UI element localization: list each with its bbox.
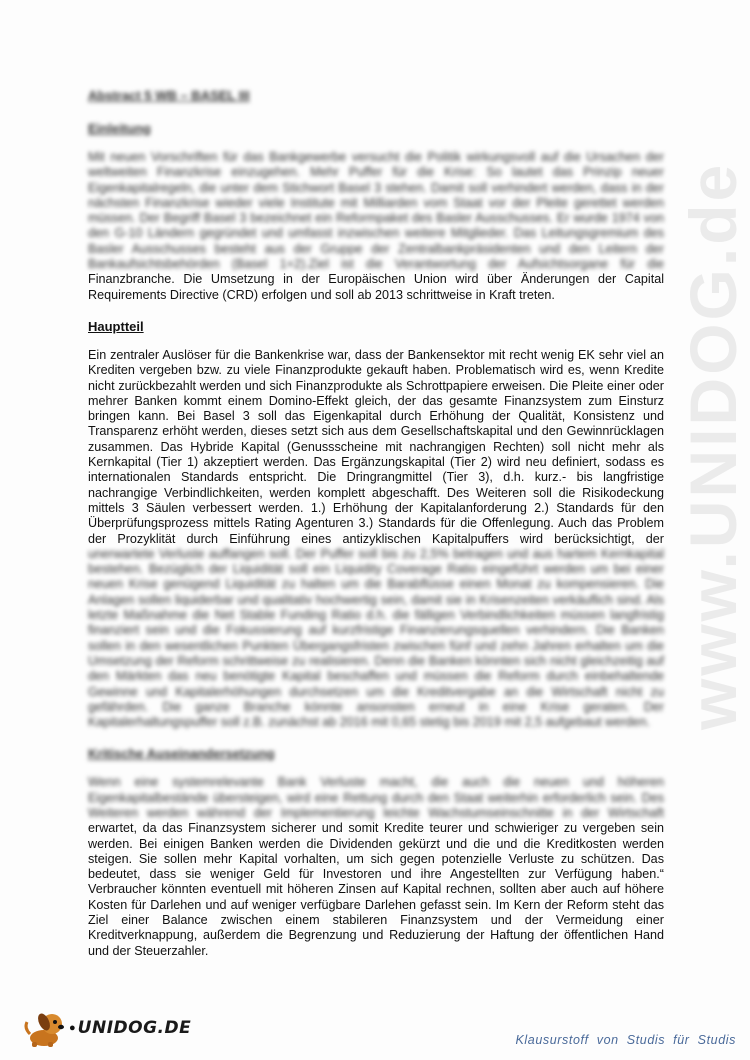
- critical-paragraph: [88, 775, 664, 959]
- intro-clear-text: Finanzbranche. Die Umsetzung in der Europäischen Union wird über Änderungen der Capital Requirements Directive (CRD) erfolgen und soll ab 2013 schrittweise in Kraft treten.: [88, 272, 664, 302]
- main-blurred-text: unerwartete Verluste auffangen soll. Der Puffer soll bis zu 2,5% betragen und aus hartem Kernkapital bestehen. Bezüglich der Liquidität soll ein Liquidity Coverage Ratio eingeführt werden um bei einer neuen Krise genügend Liquidität zu halten um die Barabflüsse einen Monat zu kompensieren. Die Anlagen sollen liquiderbar und qualitativ hochwertig sein, damit sie in Krisenzeiten verkäuflich sind. Als letzte Maßnahme die Net Stable Funding Ratio d.h. die fälligen Verbindlichkeiten müssen langfristig finanziert sein und die Fokussierung auf kurzfristige Finanzierungsquellen verhindern. Die Banken sollen in den wesentlichen Punkten Übergangsfristen zwischen fünf und zehn Jahren erhalten um die Umsetzung der Reform schrittweise zu realisieren. Denn die Banken könnten sich nicht gleichzeitig auf den Märkten das neu benötigte Kapital beschaffen und müssen die Reform durch einbehaltende Gewinne und Kapitalerhöhungen durchsetzen um die Kreditvergabe an die Wirtschaft nicht zu gefährden. Die ganze Branche könnte ansonsten erneut in eine Krise geraten. Der Kapitalerhaltungspuffer soll z.B. zunächst ab 2016 mit 0,65 stetig bis 2019 mit 2,5 aufgebaut werden.: [88, 546, 664, 730]
- paw-icon: ●: [69, 1022, 76, 1034]
- dog-mascot-icon: [22, 1008, 68, 1048]
- critical-blurred-text: Wenn eine systemrelevante Bank Verluste macht, die auch die neuen und höheren Eigenkapitalbestände übersteigen, wird eine Rettung durch den Staat weiterhin erforderlich sein. Des Weiteren werden während der Implementierung leichte Wachstumseinschnitte in der Wirtschaft: [88, 775, 664, 820]
- intro-paragraph: [88, 150, 664, 303]
- critical-heading: Kritische Auseinandersetzung: [88, 746, 275, 762]
- main-heading: Hauptteil: [88, 318, 144, 334]
- main-clear-text: Ein zentraler Auslöser für die Bankenkrise war, dass der Bankensektor mit recht wenig EK sehr viel an Krediten vergeben bzw. zu viele Finanzprodukte gekauft haben. Problematisch wird es, wenn Kredite nicht zurückbezahlt werden und sich Finanzprodukte als Schrottpapiere erweisen. Die Pleite einer oder mehrer Banken kommt einem Domino-Effekt gleich, der das gesamte Finanzsystem zum Einsturz bringen kann. Bei Basel 3 soll das Eigenkapital durch Erhöhung der Qualität, Konsistenz und Transparenz erhöht werden, dieses setzt sich aus dem Gesellschaftskapital und den Gewinnrücklagen zusammen. Das Hybride Kapital (Genussscheine mit nachrangigen Rechten) soll nicht mehr als Kernkapital (Tier 1) akzeptiert werden. Das Ergänzungskapital (Tier 2) wird neu definiert, sodass es internationalen Standards entspricht. Die Dringrangmittel (Tier 3), d.h. kurz.- bis langfristige nachrangige Verbindlichkeiten, werden komplett abgeschafft. Des Weiteren soll die Risikodeckung mittels 3 Säulen verbessert werden. 1.) Erhöhung der Kapitalanforderung 2.) Standards für den Überprüfungsprozess mittels Rating Agenturen 3.) Standards für die Offenlegung. Auch das Problem der Prozyklität durch Einführung eines antizyklischen Kapitalpuffers wird berücksichtigt, der: [88, 347, 664, 546]
- main-paragraph: [88, 348, 664, 730]
- unidog-logo[interactable]: [22, 1008, 191, 1048]
- document-content: [88, 88, 664, 959]
- logo-text: UNIDOG.DE: [77, 1018, 192, 1038]
- critical-clear-text: erwartet, da das Finanzsystem sicherer und somit Kredite teurer und schwieriger zu vergeben sein werden. Bei einigen Banken werden die Dividenden gekürzt und die und die Kreditkosten werden steigen. Sie sollen mehr Kapital vorhalten, um sich gegen potenzielle Verluste zu schützen. Das bedeutet, dass sie weniger Geld für Investoren und ihre Angestellten zur Verfügung haben.“ Verbraucher könnten eventuell mit höheren Zinsen auf Kapital rechnen, sollten aber auch auf höhere Kosten für Darlehen und auf weniger verfügbare Darlehen gefasst sein. Im Kern der Reform steht das Ziel einer Balance zwischen einem stabileren Finanzsystem und der Vermeidung einer Kreditverknappung, außerdem die Begrenzung und Reduzierung der Haftung der öffentlichen Hand und der Steuerzahler.: [88, 821, 664, 958]
- intro-blurred-text: Mit neuen Vorschriften für das Bankgewerbe versucht die Politik wirkungsvoll auf die Ursachen der weltweiten Finanzkrise einzugehen. Mehr Puffer für die Krise: So lautet das Prinzip neuer Eigenkapitalregeln, die unter dem Stichwort Basel 3 stehen. Damit soll verhindert werden, dass in der nächsten Finanzkrise wieder viele Institute mit Milliarden vom Staat vor der Pleite gerettet werden müssen. Der Begriff Basel 3 bezeichnet ein Reformpaket des Basler Ausschusses. Er wurde 1974 von den G-10 Ländern gegründet und umfasst inzwischen weitere Mitglieder. Das Leitungsgremium des Basler Ausschusses besteht aus der Gruppe der Zentralbankpräsidenten und den Leitern der Bankaufsichtsbehörden (Basel 1+2).Ziel ist die Verantwortung der Aufsichtsorgane für die: [88, 150, 664, 272]
- watermark-text: www.UNIDOG.de: [676, 161, 750, 730]
- footer-tagline: Klausurstoff von Studis für Studis: [515, 1033, 736, 1047]
- document-title: Abstract 5 WB – BASEL III: [88, 88, 250, 103]
- intro-heading: Einleitung: [88, 121, 151, 136]
